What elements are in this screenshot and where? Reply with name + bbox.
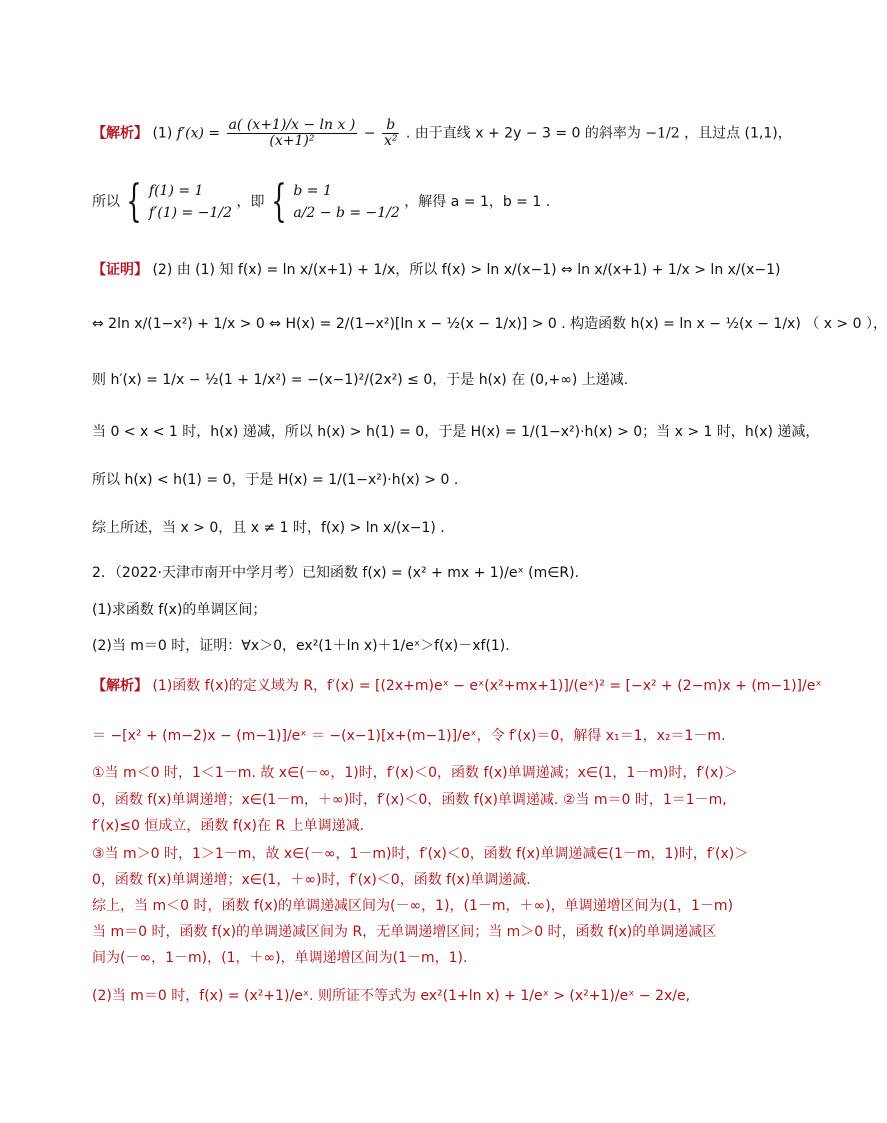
p2-solution-line-3: ①当 m＜0 时，1＜1－m. 故 x∈(－∞，1)时，f′(x)＜0，函数 f(x)单调递减；x∈(1，1－m)时，f′(x)＞ — [92, 765, 738, 781]
p2-header: 2．（2022·天津市南开中学月考）已知函数 f(x) = (x² + mx + 1)/eˣ (m∈R). — [92, 565, 580, 581]
p2-solution-line-7: 0，函数 f(x)单调递增；x∈(1，＋∞)时，f′(x)＜0，函数 f(x)单调递减. — [92, 872, 531, 888]
p1-proof-line-3: 则 h′(x) = 1/x − ½(1 + 1/x²) = −(x−1)²/(2x²) ≤ 0，于是 h(x) 在 (0,+∞) 上递减. — [92, 372, 629, 388]
jiexi-tag-2: 【解析】 — [92, 678, 148, 694]
fprime-lhs: f′(x) = — [176, 125, 221, 142]
p2-solution-line-11: (2)当 m＝0 时，f(x) = (x²+1)/eˣ. 则所证不等式为 ex²(1+ln x) + 1/eˣ > (x²+1)/eˣ − 2x/e, — [92, 988, 691, 1004]
p2-solution-line-5: f′(x)≤0 恒成立，函数 f(x)在 R 上单调递减. — [92, 818, 365, 834]
p2-solution-line-8: 综上，当 m＜0 时，函数 f(x)的单调递减区间为(－∞，1)，(1－m，＋∞)，单调递增区间为(1，1－m) — [92, 898, 734, 914]
p2-question-2: (2)当 m＝0 时，证明：∀x＞0，ex²(1＋ln x)＋1/eˣ＞f(x)－xf(1). — [92, 638, 510, 654]
system-1: f(1) = 1 f′(1) = −1/2 — [148, 183, 232, 221]
left-brace: { — [271, 176, 287, 227]
point-text: ，且过点 (1,1)， — [684, 125, 792, 142]
p1-proof-line-1: 【证明】 (2) 由 (1) 知 f(x) = ln x/(x+1) + 1/x，所以 f(x) > ln x/(x−1) ⇔ ln x/(x+1) + 1/x > ln x/(x−1) — [92, 262, 781, 278]
p2-solution-line-10: 间为(－∞，1－m)，(1，＋∞)，单调递增区间为(1－m，1). — [92, 950, 468, 966]
zhengming-tag: 【证明】 — [92, 262, 148, 278]
p1-system-line: 所以 { f(1) = 1 f′(1) = −1/2 ，即 { b = 1 a/2 − b = −1/2 ，解得 a = 1，b = 1 . — [92, 176, 551, 227]
left-brace: { — [126, 176, 143, 227]
p2-solution-line-6: ③当 m＞0 时，1＞1－m，故 x∈(－∞，1－m)时，f′(x)＜0，函数 f(x)单调递减∈(1－m，1)时，f′(x)＞ — [92, 846, 749, 862]
p2-question-1: (1)求函数 f(x)的单调区间； — [92, 602, 267, 618]
p1-fprime-line: 【解析】 (1) f′(x) = $\frac{\text{a( (x+1)/x − ln x )}}{\text{(x+1)²}}$ − $\frac{b}{\text{x²}}$ . 由于直线 x + 2y − 3 = 0 的斜率为 −1/2 ，且过点 (1,1)， — [92, 117, 792, 149]
system-2: b = 1 a/2 − b = −1/2 — [293, 183, 400, 221]
p2-solution-line-2: ＝ −[x² + (m−2)x − (m−1)]/eˣ ＝ −(x−1)[x+(m−1)]/eˣ，令 f′(x)＝0，解得 x₁＝1，x₂＝1－m. — [92, 728, 726, 744]
b-over-x2: $\frac{b}{\text{x²}}$ — [383, 117, 398, 149]
p2-solution-line-1: 【解析】 (1)函数 f(x)的定义域为 R，f′(x) = [(2x+m)eˣ − eˣ(x²+mx+1)]/(eˣ)² = [−x² + (2−m)x + (m−1)]/eˣ — [92, 678, 822, 694]
p1-proof-line-4: 当 0 < x < 1 时，h(x) 递减，所以 h(x) > h(1) = 0，于是 H(x) = 1/(1−x²)·h(x) > 0；当 x > 1 时，h(x) 递减， — [92, 424, 820, 440]
p2-solution-line-9: 当 m＝0 时，函数 f(x)的单调递减区间为 R，无单调递增区间；当 m＞0 时，函数 f(x)的单调递减区 — [92, 924, 717, 940]
slope-text: . 由于直线 x + 2y − 3 = 0 的斜率为 — [405, 125, 641, 142]
jiexi-tag: 【解析】 — [92, 125, 148, 142]
p2-solution-line-4: 0，函数 f(x)单调递增；x∈(1－m，＋∞)时，f′(x)＜0，函数 f(x)单调递减. ②当 m＝0 时，1＝1－m, — [92, 792, 727, 808]
p1-proof-line-5: 所以 h(x) < h(1) = 0，于是 H(x) = 1/(1−x²)·h(x) > 0 . — [92, 472, 459, 488]
p1-proof-line-6: 综上所述，当 x > 0，且 x ≠ 1 时，f(x) > ln x/(x−1) . — [92, 520, 445, 536]
slope-value: −1/2 — [645, 125, 680, 142]
p1-proof-line-2: ⇔ 2ln x/(1−x²) + 1/x > 0 ⇔ H(x) = 2/(1−x²)[ln x − ½(x − 1/x)] > 0 . 构造函数 h(x) = ln x − ½(x − 1/x) （ x > 0 ）， — [92, 316, 887, 332]
fprime-fraction: $\frac{\text{a( (x+1)/x − ln x )}}{\text{(x+1)²}}$ — [228, 117, 356, 149]
